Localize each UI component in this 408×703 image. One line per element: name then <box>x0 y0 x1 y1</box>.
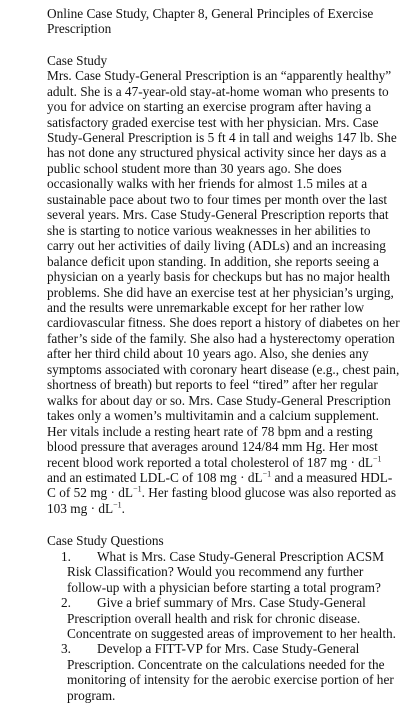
case-study-heading: Case Study <box>47 52 108 68</box>
question-item <box>47 549 400 595</box>
body-text-part-5: . <box>121 500 125 516</box>
unit-exponent-2: −1 <box>262 469 272 479</box>
questions-list <box>47 549 400 703</box>
questions-heading: Case Study Questions <box>47 533 164 549</box>
body-text-part-3: and a measured HDL-C of 52 mg · dL <box>47 470 393 501</box>
question-item <box>47 595 400 641</box>
body-text-part-4: . Her fasting blood glucose was also reported as 103 mg · dL <box>47 485 396 516</box>
body-text-part-1: Mrs. Case Study-General Prescription is an “apparently healthy” adult. She is a 47-year-old stay-at-home woman who presents to you for advice on starting an exercise program after having a satisfactory graded exercise test with her physician. Mrs. Case Study-General Prescription is 5 ft 4 in tall and weighs 147 lb. She has not done any structured physical activity since her days as a public school student more than 30 years ago. She does occasionally walks with her friends for almost 1.5 miles at a sustainable pace about two to four times per month over the last several years. Mrs. Case Study-General Prescription reports that she is starting to notice various weaknesses in her abilities to carry out her activities of daily living (ADLs) and an increasing balance deficit upon standing. In addition, she reports seeing a physician on a yearly basis for checkups but has no major health problems. She did have an exercise test at her physician’s urging, and the results were unremarkable except for her rather low cardiovascular fitness. She does report a history of diabetes on her father’s side of the family. She also had a hysterectomy operation after her third child about 10 years ago. Also, she denies any symptoms associated with coronary heart disease (e.g., chest pain, shortness of breath) but reports to feel “tired” after her regular walks for about day or so. Mrs. Case Study-General Prescription takes only a women’s multivitamin and a calcium supplement. Her vitals include a resting heart rate of 78 bpm and a resting blood pressure that averages around 124/84 mm Hg. Her most recent blood work reported a total cholesterol of 187 mg · dL <box>47 68 400 470</box>
unit-exponent-1: −1 <box>373 454 382 464</box>
question-number: 3. <box>61 641 71 657</box>
question-item <box>47 641 400 703</box>
question-text: Develop a FITT-VP for Mrs. Case Study-General Prescription. Concentrate on the calculations needed for the monitoring of intensity for the aerobic exercise portion of her program. <box>67 641 394 703</box>
question-text: Give a brief summary of Mrs. Case Study-General Prescription overall health and risk for chronic disease. Concentrate on suggested areas of improvement to her health. <box>67 595 396 642</box>
body-text-part-2: and an estimated LDL-C of 108 mg · dL <box>47 470 263 485</box>
unit-exponent-3: −1 <box>133 485 142 495</box>
document-title: Online Case Study, Chapter 8, General Principles of Exercise Prescription <box>47 6 374 37</box>
question-text: What is Mrs. Case Study-General Prescription ACSM Risk Classification? Would you recommend any further follow-up with a physician before starting a total program? <box>67 548 384 595</box>
case-study-body <box>47 68 400 516</box>
unit-exponent-4: −1 <box>113 500 122 510</box>
question-number: 2. <box>61 595 71 611</box>
question-number: 1. <box>61 548 71 564</box>
